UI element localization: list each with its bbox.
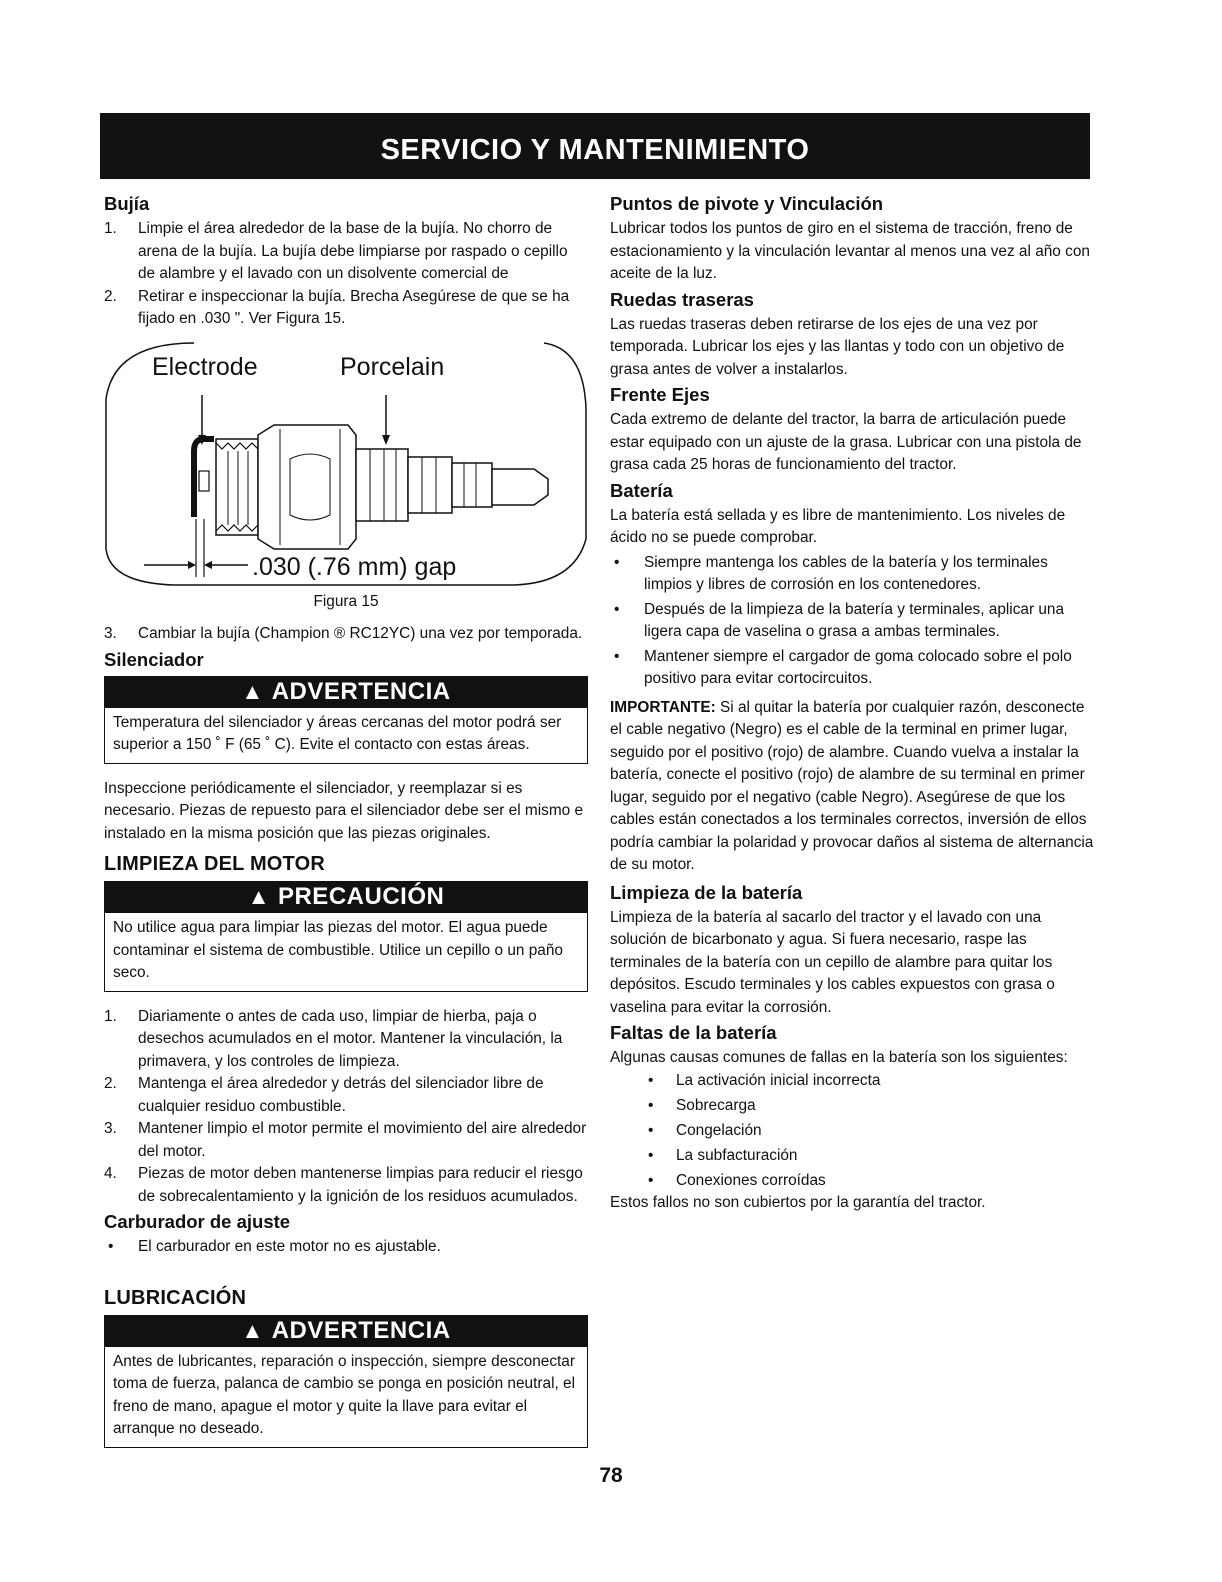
list-item: 2. Mantenga el área alrededor y detrás del silenciador libre de cualquier residuo combustible. xyxy=(104,1075,544,1115)
lubricacion-warning xyxy=(104,1315,588,1448)
warning-triangle-icon: ▲ xyxy=(241,678,264,704)
limpieza-caution xyxy=(104,881,588,992)
warning-text: Antes de lubricantes, reparación o inspección, siempre desconectar toma de fuerza, palanca de cambio se ponga en posición neutral, el freno de mano, apague el motor y quite la llave para evitar el arranque no deseado. xyxy=(104,1347,588,1448)
bujia-step-3 xyxy=(104,623,588,646)
bujia-steps xyxy=(104,218,588,331)
list-item: 1. Diariamente o antes de cada uso, limpiar de hierba, paja o desechos acumulados en el motor. Mantener la vinculación, la primavera, y los controles de limpieza. xyxy=(104,1007,563,1070)
section-banner xyxy=(100,113,1090,179)
limpieza-steps xyxy=(104,1006,588,1209)
list-item: 1. Limpie el área alrededor de la base de la bujía. No chorro de arena de la bujía. La bujía debe limpiarse por raspado o cepillo de alambre y el lavado con un disolvente comercial de xyxy=(104,220,568,282)
list-item: • Congelación xyxy=(610,1120,1095,1143)
frente-body: Cada extremo de delante del tractor, la barra de articulación puede estar equipado con un ajuste de la grasa. Lubricar con una pistola de grasa cada 25 horas de funcionamiento del tractor. xyxy=(610,411,1082,473)
heading-silenciador: Silenciador xyxy=(104,648,204,670)
label-electrode: Electrode xyxy=(152,352,258,381)
list-item: • Mantener siempre el cargador de goma colocado sobre el polo positivo para evitar cortocircuitos. xyxy=(610,646,1095,691)
silenciador-warning xyxy=(104,676,588,764)
carburador-list xyxy=(104,1236,588,1259)
heading-ruedas: Ruedas traseras xyxy=(610,288,754,310)
heading-bateria: Batería xyxy=(610,479,673,501)
list-item: • La subfacturación xyxy=(610,1145,1095,1168)
warning-bar: ▲ ADVERTENCIA xyxy=(104,676,588,708)
faltas-list xyxy=(610,1070,1095,1193)
list-item: • El carburador en este motor no es ajustable. xyxy=(104,1236,588,1259)
list-item: • Siempre mantenga los cables de la batería y los terminales limpios y libres de corrosión en los contenedores. xyxy=(610,552,1095,597)
label-porcelain: Porcelain xyxy=(340,352,445,381)
list-item: • Después de la limpieza de la batería y terminales, aplicar una ligera capa de vaselina o grasa a ambas terminales. xyxy=(610,599,1095,644)
spark-plug-diagram xyxy=(104,339,588,589)
caution-text: No utilice agua para limpiar las piezas del motor. El agua puede contaminar el sistema de combustible. Utilice un cepillo o un paño seco. xyxy=(104,913,588,992)
bateria-important: IMPORTANTE: Si al quitar la batería por cualquier razón, desconecte el cable negativo (Negro) es el cable de la terminal en primer lugar, seguido por el positivo (rojo) de alambre. Cuando vuelva a instalar la batería, conecte el positivo (rojo) de alambre de su terminal en primer lugar, seguido por el negativo (cable Negro). Asegúrese de que los cables están conectados a los terminales correctos, inversión de ellos podría cambiar la polaridad y provocar daños al sistema de alternancia de su motor. xyxy=(610,698,1094,873)
warning-triangle-icon: ▲ xyxy=(247,884,270,909)
spark-plug-figure xyxy=(104,339,588,589)
list-item: 3. Cambiar la bujía (Champion ® RC12YC) una vez por temporada. xyxy=(104,625,583,642)
list-item: 2. Retirar e inspeccionar la bujía. Brecha Asegúrese de que se ha fijado en .030 ". Ver Figura 15. xyxy=(104,287,570,327)
faltas-footer: Estos fallos no son cubiertos por la garantía del tractor. xyxy=(610,1194,986,1211)
page-number: 78 xyxy=(599,1464,623,1487)
heading-lubricacion: LUBRICACIÓN xyxy=(104,1286,247,1309)
heading-limpieza-bateria: Limpieza de la batería xyxy=(610,881,803,903)
bateria-list xyxy=(610,552,1095,691)
heading-bujia: Bujía xyxy=(104,193,150,214)
label-gap: .030 (.76 mm) gap xyxy=(252,552,457,581)
caution-bar: ▲ PRECAUCIÓN xyxy=(104,881,588,913)
silenciador-body: Inspeccione periódicamente el silenciador, y reemplazar si es necesario. Piezas de repuesto para el silenciador debe ser el mismo e instalado en la misma posición que las piezas originales. xyxy=(104,779,584,842)
bateria-body: La batería está sellada y es libre de mantenimiento. Los niveles de ácido no se puede comprobar. xyxy=(610,506,1066,546)
warning-bar: ▲ ADVERTENCIA xyxy=(104,1315,588,1347)
heading-frente: Frente Ejes xyxy=(610,384,710,405)
list-item: 3. Mantener limpio el motor permite el movimiento del aire alrededor del motor. xyxy=(104,1120,587,1160)
warning-text: Temperatura del silenciador y áreas cercanas del motor podrá ser superior a 150 ˚ F (65 ˚ C). Evite el contacto con estas áreas. xyxy=(104,708,588,764)
heading-limpieza-motor: LIMPIEZA DEL MOTOR xyxy=(104,853,326,875)
heading-carburador: Carburador de ajuste xyxy=(104,1211,291,1232)
faltas-intro: Algunas causas comunes de fallas en la batería son los siguientes: xyxy=(610,1049,1068,1066)
warning-triangle-icon: ▲ xyxy=(241,1317,264,1343)
figure-caption: Figura 15 xyxy=(313,592,379,610)
right-column xyxy=(610,190,1095,1215)
list-item: 4. Piezas de motor deben mantenerse limpias para reducir el riesgo de sobrecalentamiento y la ignición de los residuos acumulados. xyxy=(104,1165,583,1205)
limpieza-bateria-body: Limpieza de la batería al sacarlo del tractor y el lavado con una solución de bicarbonato y agua. Si fuera necesario, raspe las terminales de la batería con un cepillo de alambre para quitar los depósitos. Escudo terminales y los cables expuestos con grasa o vaselina para evitar la corrosión. xyxy=(610,908,1055,1016)
left-column xyxy=(104,190,588,1448)
pivote-body: Lubricar todos los puntos de giro en el sistema de tracción, freno de estacionamiento y la vinculación levantar al menos una vez al año con aceite de la luz. xyxy=(610,220,1090,282)
list-item: • Conexiones corroídas xyxy=(610,1170,1095,1193)
list-item: • Sobrecarga xyxy=(610,1095,1095,1118)
banner-title: SERVICIO Y MANTENIMIENTO xyxy=(380,134,810,166)
list-item: • La activación inicial incorrecta xyxy=(610,1070,1095,1093)
heading-faltas: Faltas de la batería xyxy=(610,1022,777,1043)
heading-pivote: Puntos de pivote y Vinculación xyxy=(610,193,884,214)
ruedas-body: Las ruedas traseras deben retirarse de los ejes de una vez por temporada. Lubricar los ejes y las llantas y todo con un objetivo de grasa antes de volver a instalarlos. xyxy=(610,315,1065,378)
